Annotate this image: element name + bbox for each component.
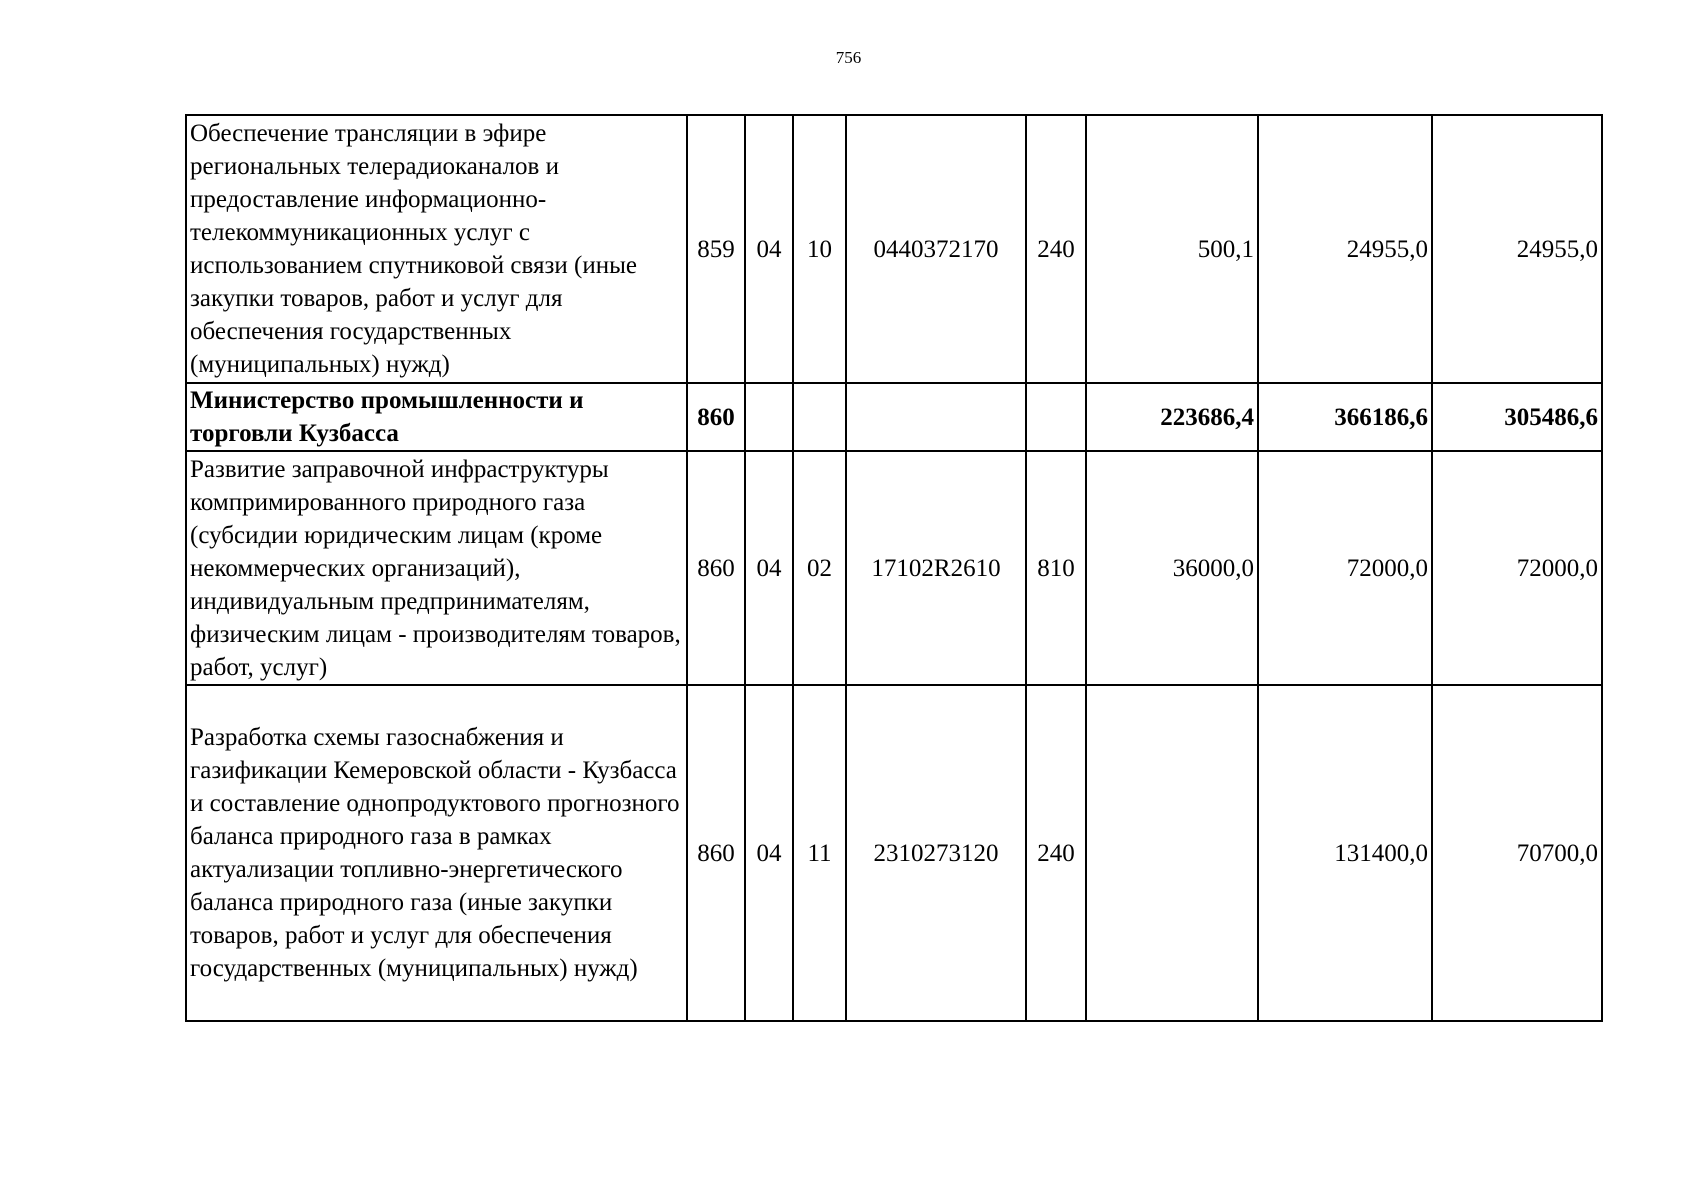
row-name: Обеспечение трансляции в эфире региональных телерадиоканалов и предоставление информационно-телекоммуникационных услуг с использованием спутниковой связи (иные закупки товаров, работ и услуг для обеспечения государственных (муниципальных) нужд) <box>186 115 687 383</box>
amount-3: 72000,0 <box>1432 451 1602 685</box>
table-row <box>186 685 1602 1021</box>
row-name: Развитие заправочной инфраструктуры компримированного природного газа (субсидии юридическим лицам (кроме некоммерческих организаций), индивидуальным предпринимателям, физическим лицам - производителям товаров, работ, услуг) <box>186 451 687 685</box>
section-code: 04 <box>745 115 793 383</box>
table-row <box>186 115 1602 383</box>
subsection-code: 02 <box>793 451 846 685</box>
amount-3: 305486,6 <box>1432 383 1602 451</box>
ministry-code: 860 <box>687 685 745 1021</box>
target-article-code: 17102R2610 <box>846 451 1026 685</box>
row-name: Разработка схемы газоснабжения и газификации Кемеровской области - Кузбасса и составление однопродуктового прогнозного баланса природного газа в рамках актуализации топливно-энергетического баланса природного газа (иные закупки товаров, работ и услуг для обеспечения государственных (муниципальных) нужд) <box>186 685 687 1021</box>
table-row <box>186 451 1602 685</box>
amount-3: 70700,0 <box>1432 685 1602 1021</box>
ministry-code: 860 <box>687 383 745 451</box>
expense-type-code: 240 <box>1026 115 1086 383</box>
expense-type-code <box>1026 383 1086 451</box>
section-code: 04 <box>745 451 793 685</box>
amount-1 <box>1086 685 1258 1021</box>
section-code: 04 <box>745 685 793 1021</box>
amount-2: 131400,0 <box>1258 685 1432 1021</box>
budget-table <box>185 114 1603 1022</box>
ministry-code: 860 <box>687 451 745 685</box>
subsection-code: 10 <box>793 115 846 383</box>
page-number: 756 <box>835 48 862 67</box>
amount-1: 500,1 <box>1086 115 1258 383</box>
target-article-code: 0440372170 <box>846 115 1026 383</box>
amount-1: 36000,0 <box>1086 451 1258 685</box>
target-article-code <box>846 383 1026 451</box>
amount-3: 24955,0 <box>1432 115 1602 383</box>
amount-2: 72000,0 <box>1258 451 1432 685</box>
expense-type-code: 810 <box>1026 451 1086 685</box>
row-name: Министерство промышленности и торговли Кузбасса <box>186 383 687 451</box>
section-code <box>745 383 793 451</box>
subsection-code <box>793 383 846 451</box>
amount-2: 24955,0 <box>1258 115 1432 383</box>
target-article-code: 2310273120 <box>846 685 1026 1021</box>
table-row-ministry-total <box>186 383 1602 451</box>
expense-type-code: 240 <box>1026 685 1086 1021</box>
subsection-code: 11 <box>793 685 846 1021</box>
amount-1: 223686,4 <box>1086 383 1258 451</box>
ministry-code: 859 <box>687 115 745 383</box>
amount-2: 366186,6 <box>1258 383 1432 451</box>
